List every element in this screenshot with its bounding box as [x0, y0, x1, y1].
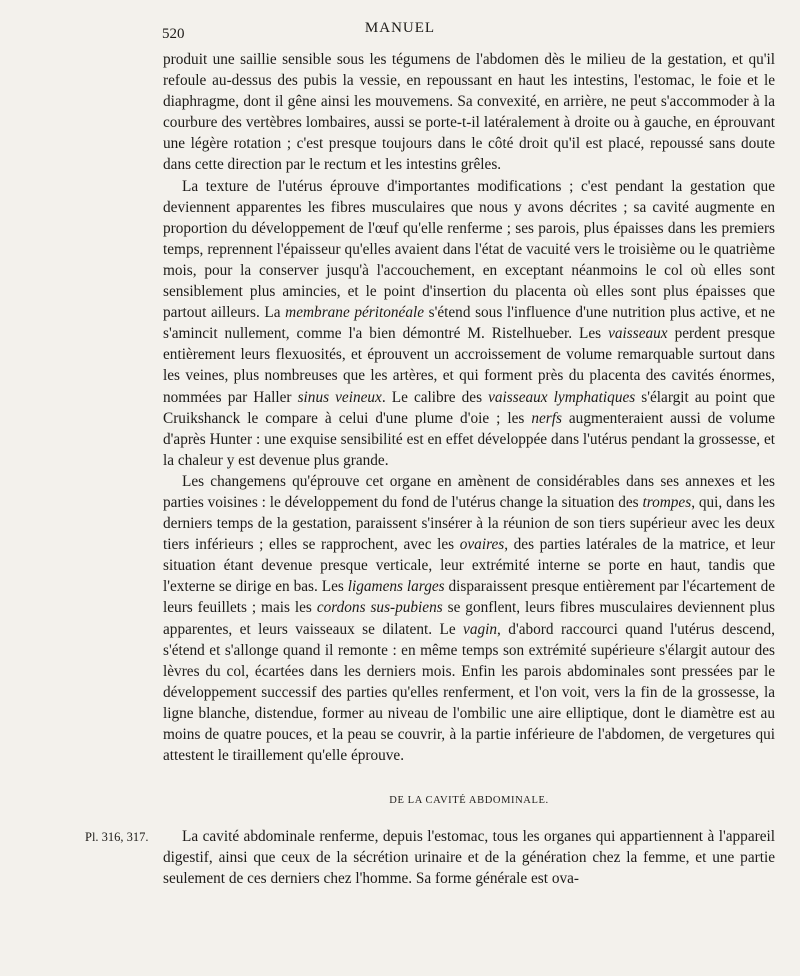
italic-term: sinus veineux: [297, 388, 382, 406]
italic-term: cordons sus-pubiens: [316, 599, 443, 617]
paragraph-3: Les changemens qu'éprouve cet organe en amènent de considérables dans ses annexes et les parties voisines : le développement du fond de l'utérus change la situation des trompes, qui, dans les derniers temps de la gestation, paraissent s'insérer à la réunion de son tiers supérieur avec les deux tiers inférieurs ; elles se rapprochent, avec les ovaires, des parties latérales de la matrice, et leur situation étant devenue presque verticale, leur extrémité interne se porte en haut, tandis que l'externe se dirige en bas. Les ligamens larges disparaissent presque entièrement par l'écartement de leurs feuillets ; mais les cordons sus-pubiens se gonflent, leurs fibres musculaires deviennent plus apparentes, et leurs vaisseaux se dilatent. Le vagin, d'abord raccourci quand l'utérus descend, s'étend et s'allonge quand il remonte : en même temps son extrémité supérieure s'élargit autour des lèvres du col, écartées dans les derniers mois. Enfin les parois abdominales sont pressées par le développement successif des parties qu'elles renferment, et l'on voit, vers la fin de la grossesse, la ligne blanche, distendue, former au niveau de l'ombilic une aire elliptique, dont le diamètre est au moins de quatre pouces, et la peau se couvrir, à la partie inférieure de l'abdomen, de vergetures qui attestent le tiraillement qu'elle éprouve.: [163, 472, 776, 765]
paragraph-2: La texture de l'utérus éprouve d'importantes modifications ; c'est pendant la gestation que deviennent apparentes les fibres musculaires que nous y avons décrites ; sa cavité augmente en proportion du développement de l'œuf qu'elle renferme ; ses parois, plus épaisses dans les premiers temps, reprennent l'épaisseur qu'elles avaient dans l'état de vacuité vers le troisième ou le quatrième mois, pour la conserver jusqu'à l'accouchement, en exceptant néanmoins le col où elles sont sensiblement plus amincies, et le point d'insertion du placenta où elles sont plus épaisses que partout ailleurs. La membrane péritonéale s'étend sous l'influence d'une nutrition plus active, et ne s'amincit nullement, comme l'a bien démontré M. Ristelhueber. Les vaisseaux perdent presque entièrement leurs flexuosités, et éprouvent un accroissement de volume remarquable surtout dans les veines, plus nombreuses que les artères, et qui forment près du placenta des cavités énormes, nommées par Haller sinus veineux. Le calibre des vaisseaux lymphatiques s'élargit au point que Cruikshanck le compare à celui d'une plume d'oie ; les nerfs augmenteraient aussi de volume d'après Hunter : une exquise sensibilité est en effet développée dans l'utérus pendant la grossesse, et la chaleur y est devenue plus grande.: [163, 177, 776, 469]
section-body: [163, 826, 775, 889]
italic-term: vaisseaux lymphatiques: [488, 388, 636, 406]
page-number: 520: [162, 26, 185, 42]
paragraph-1: produit une saillie sensible sous les tégumens de l'abdomen dès le milieu de la gestation, et qu'il refoule au-dessus des pubis la vessie, en repoussant en haut les intestins, l'estomac, le foie et le diaphragme, dont il gêne ainsi les mouvemens. Sa convexité, en arrière, ne peut s'accommoder à la courbure des vertèbres lombaires, aussi se porte-t-il latéralement à droite ou à gauche, en éprouvant une légère rotation ; c'est presque toujours dans le côté droit qu'il est placé, repoussé sans doute dans cette direction par le rectum et les intestins grêles.: [163, 51, 775, 174]
italic-term: nerfs: [531, 409, 562, 427]
italic-term: ovaires: [459, 536, 505, 554]
italic-term: ligamens larges: [347, 578, 445, 596]
plate-reference: Pl. 316, 317.: [85, 830, 149, 844]
section-heading: DE LA CAVITÉ ABDOMINALE.: [389, 795, 549, 806]
body-text: [163, 49, 775, 766]
italic-term: trompes: [642, 493, 692, 511]
italic-term: vaisseaux: [608, 325, 668, 343]
italic-term: vagin: [463, 620, 498, 638]
paragraph-4: La cavité abdominale renferme, depuis l'estomac, tous les organes qui appartiennent à l'appareil digestif, ainsi que ceux de la sécrétion urinaire et de la génération chez la femme, et une partie seulement de ces derniers chez l'homme. Sa forme générale est ova-: [163, 828, 775, 888]
italic-term: membrane péritonéale: [285, 304, 425, 322]
running-title: MANUEL: [364, 20, 436, 36]
